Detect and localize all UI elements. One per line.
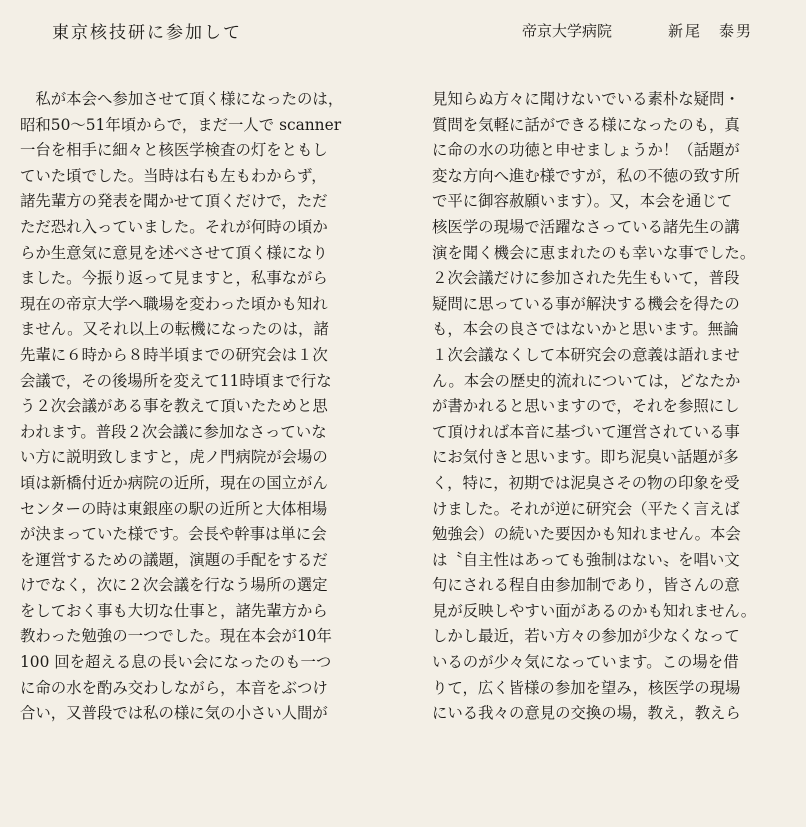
- text-line: にいる我々の意見の交換の場，教え，教えら: [432, 704, 741, 723]
- text-line: 合い，又普段では私の様に気の小さい人間が: [20, 704, 328, 723]
- text-line: は〝自主性はあっても強制はない〟を唱い文: [432, 550, 740, 569]
- text-line: 昭和50〜51年頃からで，まだ一人で scanner: [20, 115, 342, 134]
- text-line: で平に御容赦願います）。又，本会を通じて: [432, 192, 733, 211]
- text-line: ていた頃でした。当時は右も左もわからず，: [20, 166, 327, 185]
- text-line: われます。普段２次会議に参加なさっていな: [20, 422, 327, 441]
- text-line: 句にされる程自由参加制であり，皆さんの意: [432, 576, 740, 595]
- text-line: しかし最近，若い方々の参加が少なくなって: [432, 627, 740, 646]
- text-line: 100 回を超える息の長い会になったのも一つ: [20, 653, 332, 672]
- text-line: て頂ければ本音に基づいて運営されている事: [432, 422, 740, 441]
- text-line: く，特に，初期では泥臭さその物の印象を受: [432, 473, 740, 492]
- text-line: ２次会議だけに参加された先生もいて，普段: [432, 269, 740, 288]
- text-line: 先輩に６時から８時半頃までの研究会は１次: [20, 345, 328, 364]
- text-line: 核医学の現場で活躍なさっている諸先生の講: [432, 217, 740, 236]
- text-line: １次会議なくして本研究会の意義は語れませ: [432, 345, 740, 364]
- article-title: 東京核技研に参加して: [52, 23, 242, 43]
- text-line: 勉強会）の続いた要因かも知れません。本会: [432, 525, 741, 544]
- text-line: い方に説明致しますと，虎ノ門病院が会場の: [20, 448, 328, 467]
- text-column-right: [432, 87, 804, 727]
- text-line: 見が反映しやすい面があるのかも知れません。: [432, 601, 757, 620]
- text-line: 現在の帝京大学へ職場を変わった頃かも知れ: [20, 294, 328, 313]
- text-line: ただ恐れ入っていました。それが何時の頃か: [20, 217, 328, 236]
- text-line: 会議で，その後場所を変えて11時頃まで行な: [20, 371, 332, 390]
- text-line: にお気付きと思います。即ち泥臭い話題が多: [432, 448, 739, 467]
- author-name: 新尾 泰男: [668, 22, 754, 40]
- text-line: けました。それが逆に研究会（平たく言えば: [432, 499, 740, 518]
- text-column-left: [20, 87, 392, 727]
- text-line: に命の水の功徳と申せましょうか！（話題が: [432, 141, 740, 160]
- text-line: 一台を相手に細々と核医学検査の灯をともし: [20, 141, 328, 160]
- text-line: 私が本会へ参加させて頂く様になったのは，: [20, 90, 344, 108]
- text-line: らか生意気に意見を述べさせて頂く様になり: [20, 243, 328, 262]
- author-affiliation: 帝京大学病院: [522, 22, 613, 40]
- text-line: が書かれると思いますので，それを参照にし: [432, 397, 740, 416]
- text-line: 演を聞く機会に恵まれたのも幸いな事でした。: [432, 243, 756, 262]
- text-line: に命の水を酌み交わしながら，本音をぶつけ: [20, 678, 328, 697]
- text-line: センターの時は東銀座の駅の近所と大体相場: [20, 499, 328, 518]
- text-line: が決まっていた様です。会長や幹事は単に会: [20, 525, 327, 544]
- text-line: ません。又それ以上の転機になったのは，諸: [20, 320, 329, 339]
- text-line: ん。本会の歴史的流れについては，どなたか: [432, 371, 741, 390]
- text-line: を運営するための議題，演題の手配をするだ: [20, 550, 328, 569]
- text-line: も，本会の良さではないかと思います。無論: [432, 320, 739, 339]
- text-line: ました。今振り返って見ますと，私事ながら: [20, 269, 328, 288]
- text-line: りて，広く皆様の参加を望み，核医学の現場: [432, 678, 741, 697]
- article-header: [0, 0, 806, 60]
- text-line: をしておく事も大切な仕事と，諸先輩方から: [20, 601, 328, 620]
- text-line: 諸先輩方の発表を聞かせて頂くだけで，ただ: [20, 192, 328, 211]
- text-line: 疑問に思っている事が解決する機会を得たの: [432, 294, 740, 313]
- text-line: けでなく，次に２次会議を行なう場所の選定: [20, 576, 328, 595]
- text-line: う２次会議がある事を教えて頂いたためと思: [20, 397, 328, 416]
- text-line: 頃は新橋付近か病院の近所，現在の国立がん: [20, 473, 328, 492]
- text-line: 変な方向へ進む様ですが，私の不徳の致す所: [432, 166, 740, 185]
- text-line: いるのが少々気になっています。この場を借: [432, 653, 739, 672]
- text-line: 見知らぬ方々に聞けないでいる素朴な疑問・: [432, 90, 740, 108]
- text-line: 質問を気軽に話ができる様になったのも，真: [432, 115, 740, 134]
- text-line: 教わった勉強の一つでした。現在本会が10年: [20, 627, 332, 646]
